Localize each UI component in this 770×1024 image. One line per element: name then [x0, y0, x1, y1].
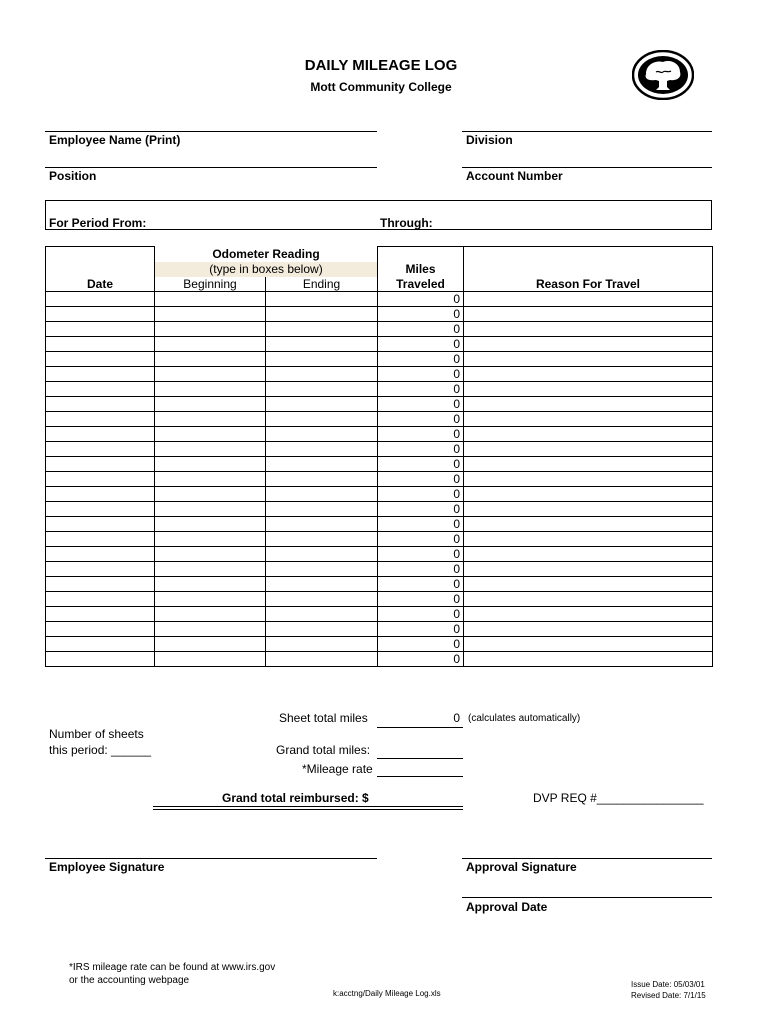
date-cell[interactable] [46, 487, 155, 502]
table-row [46, 427, 713, 442]
through-label: Through: [380, 216, 433, 230]
ending-cell[interactable] [266, 547, 378, 562]
miles-cell: 0 [378, 637, 464, 652]
date-cell[interactable] [46, 547, 155, 562]
miles-cell: 0 [378, 592, 464, 607]
grand-total-miles-label: Grand total miles: [276, 743, 371, 757]
table-row [46, 472, 713, 487]
reason-cell[interactable] [464, 592, 713, 607]
reason-cell[interactable] [464, 352, 713, 367]
miles-header-line1: Miles [378, 262, 464, 277]
grand-total-reimbursed-label: Grand total reimbursed: $ [222, 791, 369, 805]
ending-cell[interactable] [266, 637, 378, 652]
ending-cell[interactable] [266, 412, 378, 427]
date-cell[interactable] [46, 352, 155, 367]
account-number-label: Account Number [466, 169, 563, 183]
position-label: Position [49, 169, 97, 183]
reason-cell[interactable] [464, 487, 713, 502]
table-row [46, 382, 713, 397]
beginning-cell[interactable] [155, 457, 266, 472]
ending-cell[interactable] [266, 292, 378, 307]
beginning-cell[interactable] [155, 307, 266, 322]
beginning-cell[interactable] [155, 472, 266, 487]
odometer-hint: (type in boxes below) [155, 262, 378, 277]
reason-cell[interactable] [464, 652, 713, 667]
beginning-cell[interactable] [155, 637, 266, 652]
date-cell[interactable] [46, 457, 155, 472]
sheet-total-label: Sheet total miles [279, 711, 368, 725]
table-row [46, 457, 713, 472]
revised-date: Revised Date: 7/1/15 [631, 991, 706, 1000]
reason-cell[interactable] [464, 412, 713, 427]
table-row [46, 412, 713, 427]
beginning-cell[interactable] [155, 322, 266, 337]
reason-cell[interactable] [464, 397, 713, 412]
miles-cell: 0 [378, 622, 464, 637]
miles-cell: 0 [378, 352, 464, 367]
table-row [46, 562, 713, 577]
miles-cell: 0 [378, 337, 464, 352]
beginning-cell[interactable] [155, 352, 266, 367]
table-row [46, 322, 713, 337]
ending-cell[interactable] [266, 472, 378, 487]
table-row [46, 307, 713, 322]
beginning-cell[interactable] [155, 382, 266, 397]
employee-name-label: Employee Name (Print) [49, 133, 181, 147]
miles-cell: 0 [378, 562, 464, 577]
employee-signature-label: Employee Signature [49, 860, 165, 874]
irs-note-line2: or the accounting webpage [69, 975, 190, 986]
sheets-label-line2[interactable]: this period: ______ [49, 743, 152, 757]
ending-cell[interactable] [266, 532, 378, 547]
reason-cell[interactable] [464, 622, 713, 637]
table-row [46, 637, 713, 652]
reason-cell[interactable] [464, 517, 713, 532]
miles-cell: 0 [378, 547, 464, 562]
ending-cell[interactable] [266, 502, 378, 517]
approval-date-label: Approval Date [466, 900, 548, 914]
date-cell[interactable] [46, 577, 155, 592]
beginning-cell[interactable] [155, 397, 266, 412]
miles-cell: 0 [378, 502, 464, 517]
beginning-cell[interactable] [155, 607, 266, 622]
miles-cell: 0 [378, 652, 464, 667]
miles-cell: 0 [378, 472, 464, 487]
file-path: k:acctng/Daily Mileage Log.xls [333, 989, 441, 998]
calc-note: (calculates automatically) [468, 713, 581, 724]
table-row [46, 607, 713, 622]
period-from-label: For Period From: [49, 216, 147, 230]
date-header: Date [46, 277, 155, 292]
reason-cell[interactable] [464, 367, 713, 382]
reason-cell[interactable] [464, 457, 713, 472]
miles-cell: 0 [378, 532, 464, 547]
beginning-cell[interactable] [155, 412, 266, 427]
beginning-cell[interactable] [155, 562, 266, 577]
miles-cell: 0 [378, 307, 464, 322]
college-logo-icon [632, 50, 694, 100]
table-row [46, 652, 713, 667]
date-cell[interactable] [46, 532, 155, 547]
reason-cell[interactable] [464, 442, 713, 457]
ending-cell[interactable] [266, 337, 378, 352]
mileage-rate-label: *Mileage rate [302, 762, 373, 776]
reason-cell[interactable] [464, 502, 713, 517]
table-row [46, 487, 713, 502]
date-cell[interactable] [46, 412, 155, 427]
miles-cell: 0 [378, 577, 464, 592]
sheet-total-value: 0 [453, 711, 460, 725]
beginning-cell[interactable] [155, 502, 266, 517]
date-cell[interactable] [46, 622, 155, 637]
reason-cell[interactable] [464, 292, 713, 307]
date-cell[interactable] [46, 592, 155, 607]
beginning-cell[interactable] [155, 292, 266, 307]
reason-cell[interactable] [464, 472, 713, 487]
table-row [46, 502, 713, 517]
date-cell[interactable] [46, 607, 155, 622]
miles-cell: 0 [378, 517, 464, 532]
ending-cell[interactable] [266, 607, 378, 622]
ending-cell[interactable] [266, 562, 378, 577]
beginning-cell[interactable] [155, 337, 266, 352]
division-label: Division [466, 133, 513, 147]
reason-cell[interactable] [464, 322, 713, 337]
table-row [46, 397, 713, 412]
miles-header-line2: Traveled [378, 277, 464, 292]
reason-cell[interactable] [464, 307, 713, 322]
date-cell[interactable] [46, 562, 155, 577]
reason-cell[interactable] [464, 562, 713, 577]
reason-cell[interactable] [464, 637, 713, 652]
table-row [46, 517, 713, 532]
beginning-cell[interactable] [155, 487, 266, 502]
miles-cell: 0 [378, 397, 464, 412]
reason-cell[interactable] [464, 532, 713, 547]
miles-cell: 0 [378, 382, 464, 397]
ending-cell[interactable] [266, 367, 378, 382]
date-cell[interactable] [46, 652, 155, 667]
miles-cell: 0 [378, 487, 464, 502]
date-cell[interactable] [46, 382, 155, 397]
date-cell[interactable] [46, 517, 155, 532]
table-row [46, 292, 713, 307]
ending-cell[interactable] [266, 487, 378, 502]
table-row [46, 592, 713, 607]
beginning-cell[interactable] [155, 442, 266, 457]
date-cell[interactable] [46, 442, 155, 457]
beginning-cell[interactable] [155, 367, 266, 382]
date-cell[interactable] [46, 322, 155, 337]
table-row [46, 622, 713, 637]
table-row [46, 367, 713, 382]
ending-cell[interactable] [266, 457, 378, 472]
table-row [46, 547, 713, 562]
miles-cell: 0 [378, 607, 464, 622]
ending-cell[interactable] [266, 382, 378, 397]
table-row [46, 337, 713, 352]
miles-cell: 0 [378, 292, 464, 307]
ending-cell[interactable] [266, 622, 378, 637]
date-cell[interactable] [46, 427, 155, 442]
sheets-label-line1: Number of sheets [49, 727, 144, 741]
beginning-cell[interactable] [155, 577, 266, 592]
ending-cell[interactable] [266, 322, 378, 337]
ending-cell[interactable] [266, 517, 378, 532]
ending-cell[interactable] [266, 577, 378, 592]
date-cell[interactable] [46, 307, 155, 322]
beginning-header: Beginning [155, 277, 266, 292]
reason-cell[interactable] [464, 337, 713, 352]
table-row [46, 442, 713, 457]
beginning-cell[interactable] [155, 532, 266, 547]
ending-cell[interactable] [266, 307, 378, 322]
miles-cell: 0 [378, 442, 464, 457]
ending-header: Ending [266, 277, 378, 292]
odometer-header: Odometer Reading [155, 247, 378, 262]
ending-cell[interactable] [266, 397, 378, 412]
beginning-cell[interactable] [155, 427, 266, 442]
irs-note-line1: *IRS mileage rate can be found at www.irs.gov [69, 962, 276, 973]
miles-cell: 0 [378, 322, 464, 337]
miles-cell: 0 [378, 412, 464, 427]
date-cell[interactable] [46, 637, 155, 652]
date-cell[interactable] [46, 367, 155, 382]
beginning-cell[interactable] [155, 592, 266, 607]
reason-header: Reason For Travel [464, 277, 713, 292]
ending-cell[interactable] [266, 592, 378, 607]
date-cell[interactable] [46, 292, 155, 307]
ending-cell[interactable] [266, 352, 378, 367]
ending-cell[interactable] [266, 652, 378, 667]
dvp-req-field[interactable]: DVP REQ #________________ [533, 791, 704, 805]
reason-cell[interactable] [464, 577, 713, 592]
approval-signature-label: Approval Signature [466, 860, 577, 874]
page-title: DAILY MILEAGE LOG [304, 57, 458, 74]
college-name: Mott Community College [310, 80, 452, 94]
date-cell[interactable] [46, 502, 155, 517]
beginning-cell[interactable] [155, 622, 266, 637]
reason-cell[interactable] [464, 547, 713, 562]
miles-cell: 0 [378, 457, 464, 472]
miles-cell: 0 [378, 367, 464, 382]
table-row [46, 532, 713, 547]
miles-cell: 0 [378, 427, 464, 442]
date-cell[interactable] [46, 337, 155, 352]
issue-date: Issue Date: 05/03/01 [631, 980, 705, 989]
reason-cell[interactable] [464, 607, 713, 622]
table-row [46, 352, 713, 367]
beginning-cell[interactable] [155, 652, 266, 667]
beginning-cell[interactable] [155, 517, 266, 532]
reason-cell[interactable] [464, 427, 713, 442]
beginning-cell[interactable] [155, 547, 266, 562]
reason-cell[interactable] [464, 382, 713, 397]
ending-cell[interactable] [266, 442, 378, 457]
ending-cell[interactable] [266, 427, 378, 442]
date-cell[interactable] [46, 472, 155, 487]
table-row [46, 577, 713, 592]
mileage-log-table [45, 246, 713, 667]
date-cell[interactable] [46, 397, 155, 412]
